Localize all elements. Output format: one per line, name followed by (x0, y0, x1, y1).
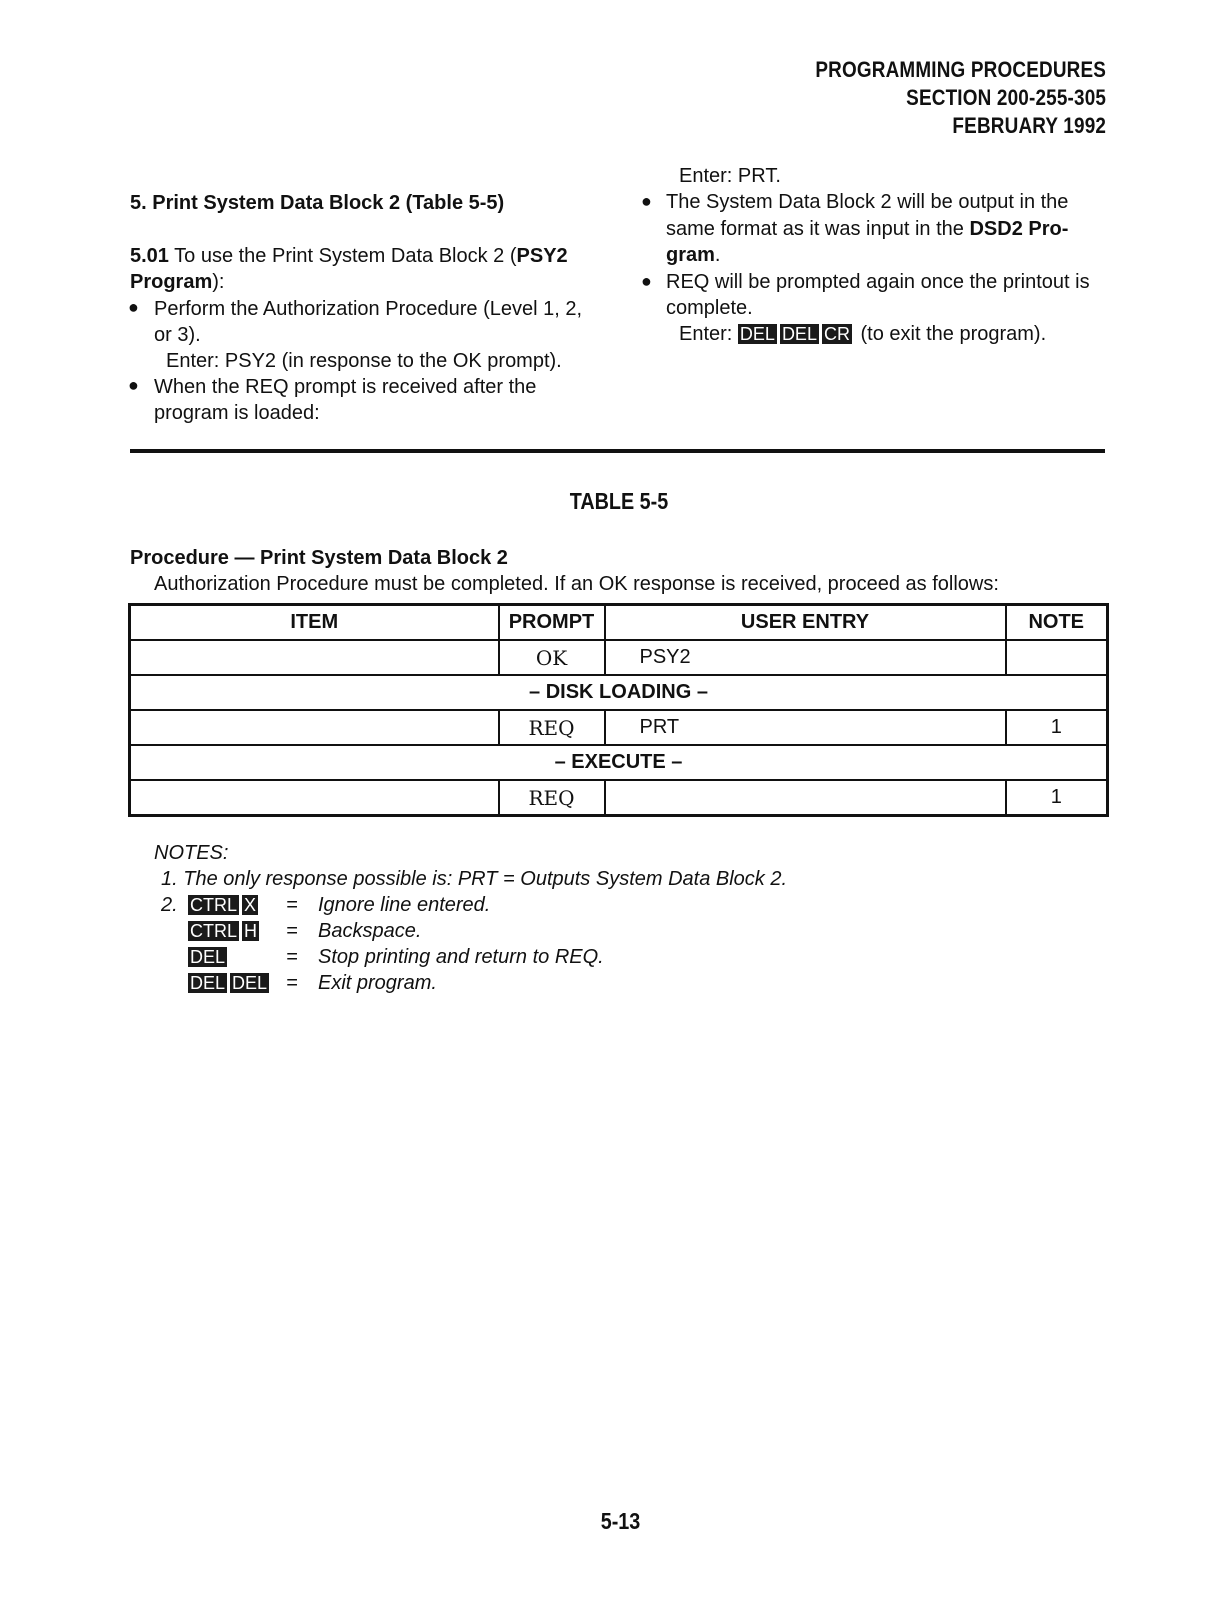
del-key: DEL (739, 324, 775, 344)
section-disk-loading: – DISK LOADING – (130, 675, 1108, 710)
note-2-number: 2. (161, 894, 178, 916)
note-eq: = (286, 894, 298, 916)
cell-prompt: REQ (499, 780, 605, 816)
cell-item (130, 780, 499, 816)
left-bullet1-line1: Perform the Authorization Procedure (Level 1, 2, (154, 298, 583, 320)
page-header (815, 56, 1106, 140)
cell-note (1006, 640, 1108, 675)
period: . (714, 244, 721, 266)
paragraph-text: To use the Print System Data Block 2 ( (174, 245, 517, 267)
enter-label: Enter: (679, 323, 733, 345)
note-eq: = (286, 920, 298, 942)
right-bullet1-line3 (666, 242, 720, 268)
table-row (130, 780, 1108, 816)
right-enter-exit (679, 321, 1046, 347)
table-row (130, 710, 1108, 745)
note-key-desc: Backspace. (318, 920, 422, 942)
ctrl-key: CTRL (190, 895, 238, 915)
section-heading: 5. Print System Data Block 2 (Table 5-5) (130, 192, 505, 214)
header-section: SECTION 200-255-305 (906, 85, 1106, 110)
cell-user-entry (605, 780, 1006, 816)
paragraph-501-line2 (130, 269, 224, 295)
col-header-prompt: PROMPT (499, 605, 605, 641)
left-bullet1-line2: or 3). (154, 324, 201, 346)
cell-user-entry: PSY2 (605, 640, 1006, 675)
note-key-desc: Stop printing and return to REQ. (318, 946, 604, 968)
procedure-table (128, 603, 1109, 817)
page-number: 5-13 (600, 1508, 641, 1534)
del-key: DEL (232, 973, 268, 993)
paragraph-501-line1 (130, 243, 568, 269)
col-header-user-entry: USER ENTRY (605, 605, 1006, 641)
cr-key: CR (823, 324, 850, 344)
ctrl-key: CTRL (190, 921, 238, 941)
bullet-icon: ● (641, 271, 652, 291)
right-bullet1-text: same format as it was input in the (666, 218, 970, 240)
table-title: TABLE 5-5 (569, 488, 669, 514)
col-header-item: ITEM (130, 605, 499, 641)
h-key: H (244, 921, 258, 941)
note-eq: = (286, 946, 298, 968)
section-execute: – EXECUTE – (130, 745, 1108, 780)
right-bullet2-line2: complete. (666, 297, 753, 319)
note-1: 1. The only response possible is: PRT = Outputs System Data Block 2. (161, 868, 788, 890)
program-code: PSY2 (516, 245, 568, 267)
dsd2-program-ref-end: gram (666, 244, 715, 266)
del-key: DEL (190, 947, 226, 967)
bullet-icon: ● (128, 297, 139, 317)
cell-item (130, 710, 499, 745)
table-row (130, 640, 1108, 675)
program-word: Program (130, 271, 213, 293)
right-enter-prt: Enter: PRT. (679, 165, 781, 187)
col-header-note: NOTE (1006, 605, 1108, 641)
bullet-icon: ● (641, 191, 652, 211)
del-key: DEL (781, 324, 817, 344)
dsd2-program-ref: DSD2 Pro- (969, 218, 1069, 240)
note-key-desc: Ignore line entered. (318, 894, 491, 916)
note-key-row (188, 892, 261, 918)
table-section-row (130, 745, 1108, 780)
cell-prompt: OK (499, 640, 605, 675)
left-bullet2-line1: When the REQ prompt is received after the (154, 376, 537, 398)
x-key: X (244, 895, 257, 915)
right-bullet1-line1: The System Data Block 2 will be output in the (666, 191, 1069, 213)
note-eq: = (286, 972, 298, 994)
right-bullet2-line1: REQ will be prompted again once the printout is (666, 271, 1090, 293)
header-title: PROGRAMMING PROCEDURES (815, 57, 1106, 82)
del-key: DEL (190, 973, 226, 993)
procedure-title: Procedure — Print System Data Block 2 (130, 547, 508, 569)
section-divider (130, 449, 1105, 453)
notes-title: NOTES: (154, 842, 229, 864)
note-key-row (188, 970, 272, 996)
left-bullet2-line2: program is loaded: (154, 402, 320, 424)
procedure-subtitle: Authorization Procedure must be completed. If an OK response is received, proceed as follows: (154, 573, 999, 595)
header-date: FEBRUARY 1992 (952, 113, 1106, 138)
cell-item (130, 640, 499, 675)
bullet-icon: ● (128, 375, 139, 395)
cell-note: 1 (1006, 780, 1108, 816)
exit-instruction: (to exit the program). (860, 323, 1047, 345)
note-key-row (188, 944, 230, 970)
cell-note: 1 (1006, 710, 1108, 745)
left-enter-psy2: Enter: PSY2 (in response to the OK prompt). (166, 350, 562, 372)
paragraph-colon: ): (212, 271, 225, 293)
cell-user-entry: PRT (605, 710, 1006, 745)
cell-prompt: REQ (499, 710, 605, 745)
paragraph-number: 5.01 (130, 245, 169, 267)
table-section-row (130, 675, 1108, 710)
table-header-row (130, 605, 1108, 641)
note-key-desc: Exit program. (318, 972, 437, 994)
note-key-row (188, 918, 262, 944)
right-bullet1-line2 (666, 216, 1068, 242)
